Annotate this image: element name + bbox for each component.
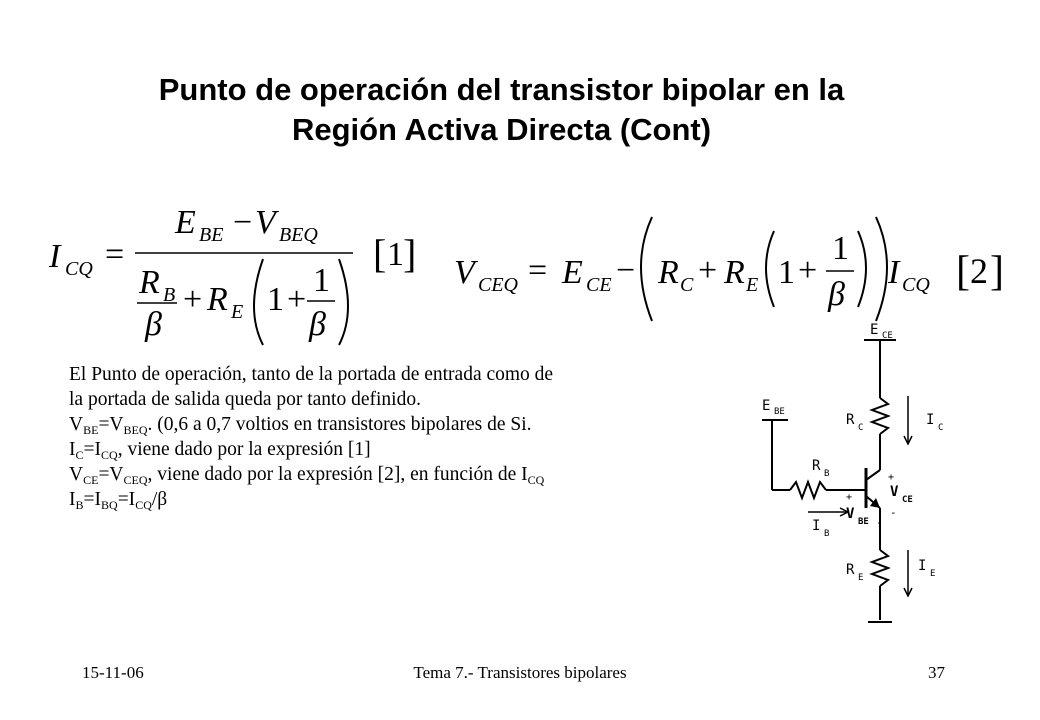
eq2-equals: = [528,252,548,289]
transistor-circuit-diagram [742,318,972,648]
eq1-one: 1 [267,281,284,318]
eq2-outer-left-paren [641,217,652,321]
vceq-sub: CEQ [123,473,148,487]
eq1-num-v-sub: BEQ [279,224,318,246]
eq1-den-re: R [207,281,228,318]
ebe-label-sub: BE [774,407,785,417]
eq1-num-e-sub: BE [199,224,224,246]
body-line-6 [69,487,719,512]
eq1-left-paren [254,259,263,345]
eq1-plus-2: + [287,281,307,318]
icq-i: =I [83,439,102,460]
eq2-outer-right-paren [876,217,887,321]
ic-sub: C [75,448,84,462]
vce-label-sub: CE [902,495,913,505]
re-label-sub: E [858,573,864,583]
title-line-1: Punto de operación del transistor bipolar en la [158,72,845,107]
eq2-i: I [888,254,900,291]
rb-label: R [812,458,821,474]
ebe-label: E [762,398,771,414]
eq2-lhs-sub: CEQ [478,274,518,296]
ib-label: I [812,518,821,534]
eq2-label: 2 [970,251,988,291]
eq1-den-r-sub: B [163,284,176,306]
rc-label: R [846,412,855,428]
transistor-collector-lead [866,470,880,480]
icq2-sub: CQ [135,498,152,512]
vce-plus: + [888,472,895,483]
ic-label: I [926,412,935,428]
vbe-label-sub: BE [858,517,869,527]
footer-title: Tema 7.- Transistores bipolares [413,663,627,682]
body-line-6-rest: /β [151,489,168,510]
vce-minus: - [890,506,897,519]
title-line-2: Región Activa Directa (Cont) [291,112,712,147]
ibq-sub: BQ [101,498,118,512]
eq1-one-num: 1 [313,262,330,299]
eq1-equals: = [105,236,125,273]
vceq-v: =V [98,464,124,485]
ie-label: I [918,558,927,574]
eq1-num-v: V [255,204,276,241]
eq1-label-open: [ [373,231,387,276]
icq-sub: CQ [101,448,118,462]
eq1-den-r: R [139,264,160,301]
eq2-inner-right-paren [858,231,866,307]
vce-v: V [69,464,84,485]
rc-resistor [872,398,888,434]
ic-label-sub: C [938,423,944,433]
eq2-plus-2: + [798,252,818,289]
eq2-one-num: 1 [832,230,849,267]
body-line-3 [69,412,719,437]
vbeq-sub: BEQ [123,423,148,437]
vbe-label: V [846,506,855,522]
re-label: R [846,562,855,578]
footer-page-number: 37 [928,663,945,682]
vbe-plus: + [846,492,853,503]
eq1-minus: − [233,204,253,241]
ece-label-sub: CE [882,331,893,341]
eq1-plus: + [183,281,203,318]
body-line-2: la portada de salida queda por tanto definido. [69,389,421,410]
body-line-1: El Punto de operación, tanto de la portada de entrada como de [69,364,554,385]
body-line-5 [69,462,719,487]
vbe-minus: - [876,516,883,529]
eq1-label: 1 [387,236,404,273]
eq2-re-sub: E [746,274,759,296]
vbe-v: V [69,414,84,435]
eq2-rc-sub: C [680,274,694,296]
eq2-minus: − [616,252,636,289]
ibq-i: =I [83,489,102,510]
eq2-e-sub: CE [586,274,612,296]
body-line-4-rest: , viene dado por la expresión [1] [117,439,371,460]
rc-label-sub: C [858,423,864,433]
re-resistor [872,550,888,586]
vce-sub: CE [83,473,99,487]
eq2-one: 1 [778,254,795,291]
ib-i: I [69,489,76,510]
icq-end-sub: CQ [527,473,545,487]
ece-label: E [870,322,879,338]
body-line-4 [69,437,719,462]
eq2-lhs: V [454,254,475,291]
eq2-label-open: [ [956,249,970,295]
eq2-i-sub: CQ [902,274,930,296]
eq2-e: E [562,254,583,291]
ib-label-sub: B [824,529,830,539]
vbe-sub: BE [83,423,99,437]
eq1-label-close: ] [403,231,417,276]
vbeq-v: =V [98,414,124,435]
eq1-inner-beta: β [309,306,326,343]
body-line-3-rest: . (0,6 a 0,7 voltios en transistores bipolares de Si. [147,414,532,435]
vce-label: V [890,484,899,500]
eq1-num-e: E [175,204,196,241]
eq2-beta: β [828,276,845,313]
eq1-right-paren [339,259,348,345]
ib-sub: B [75,498,84,512]
rb-resistor [790,482,826,498]
footer-date: 15-11-06 [82,663,144,682]
eq1-lhs-sub: CQ [65,258,93,280]
icq2-i: =I [117,489,136,510]
body-line-5-rest: , viene dado por la expresión [2], en función de I [147,464,528,485]
eq1-den-beta: β [145,306,162,343]
eq1-lhs: I [49,238,61,275]
eq2-re: R [724,254,745,291]
ic-i: I [69,439,76,460]
rb-label-sub: B [824,469,830,479]
eq2-label-close: ] [990,249,1004,295]
eq2-inner-left-paren [766,231,774,307]
eq1-den-re-sub: E [231,301,244,323]
eq2-rc: R [658,254,679,291]
body-text [69,362,719,512]
eq2-plus: + [698,252,718,289]
slide-title [0,70,1003,150]
equation-2 [440,195,1010,330]
equation-1 [35,195,425,350]
ie-label-sub: E [930,569,936,579]
